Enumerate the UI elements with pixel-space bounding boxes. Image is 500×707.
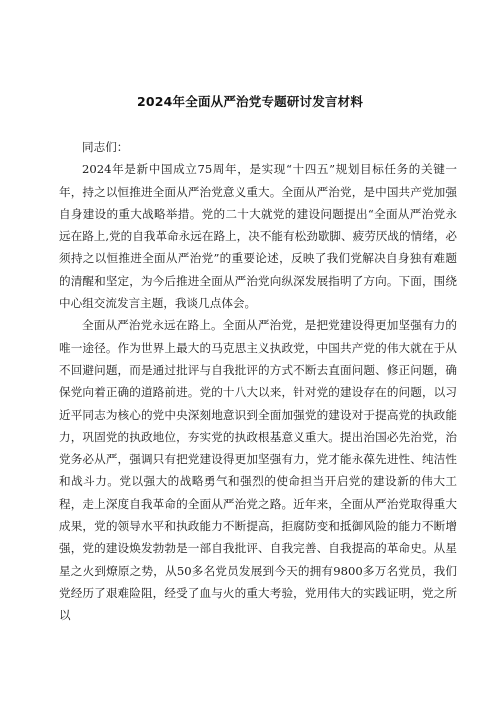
- paragraph-1: 2024年是新中国成立75周年，是实现“十四五”规划目标任务的关键一年，持之以恒推进全面从严治党意义重大。全面从严治党，是中国共产党加强自身建设的重大战略举措。党的二十大就党的建设问题提出“全面从严治党永远在路上,党的自我革命永远在路上，决不能有松劲歇脚、疲劳厌战的情绪，必须持之以恒推进全面从严治党”的重要论述，反映了我们党解决自身独有难题的清醒和坚定，为今后推进全面从严治党向纵深发展指明了方向。下面，围绕中心组交流发言主题，我谈几点体会。: [59, 162, 457, 311]
- paragraph-2: 全面从严治党永远在路上。全面从严治党，是把党建设得更加坚强有力的唯一途径。作为世界上最大的马克思主义执政党，中国共产党的伟大就在于从不回避问题，而是通过批评与自我批评的方式不断去直面问题、修正问题，确保党向着正确的道路前进。党的十八大以来，针对党的建设存在的问题，以习近平同志为核心的党中央深刻地意识到全面加强党的建设对于提高党的执政能力，巩固党的执政地位，夯实党的执政根基意义重大。提出治国必先治党，治党务必从严，强调只有把党建设得更加坚强有力，党才能永葆先进性、纯洁性和战斗力。党以强大的战略勇气和强烈的使命担当开启党的建设新的伟大工程，走上深度自我革命的全面从严治党之路。近年来，全面从严治党取得重大成果，党的领导水平和执政能力不断提高，拒腐防变和抵御风险的能力不断增强，党的建设焕发勃勃是一部自我批评、自我完善、自我提高的革命史。从星星之火到燎原之势，从50多名党员发展到今天的拥有9800多万名党员，我们党经历了艰难险阻，经受了血与火的重大考验，党用伟大的实践证明，党之所以: [59, 318, 457, 623]
- document-body: [59, 136, 457, 627]
- greeting: 同志们：: [82, 140, 129, 154]
- document-title: 2024年全面从严治党专题研讨发言材料: [136, 94, 364, 109]
